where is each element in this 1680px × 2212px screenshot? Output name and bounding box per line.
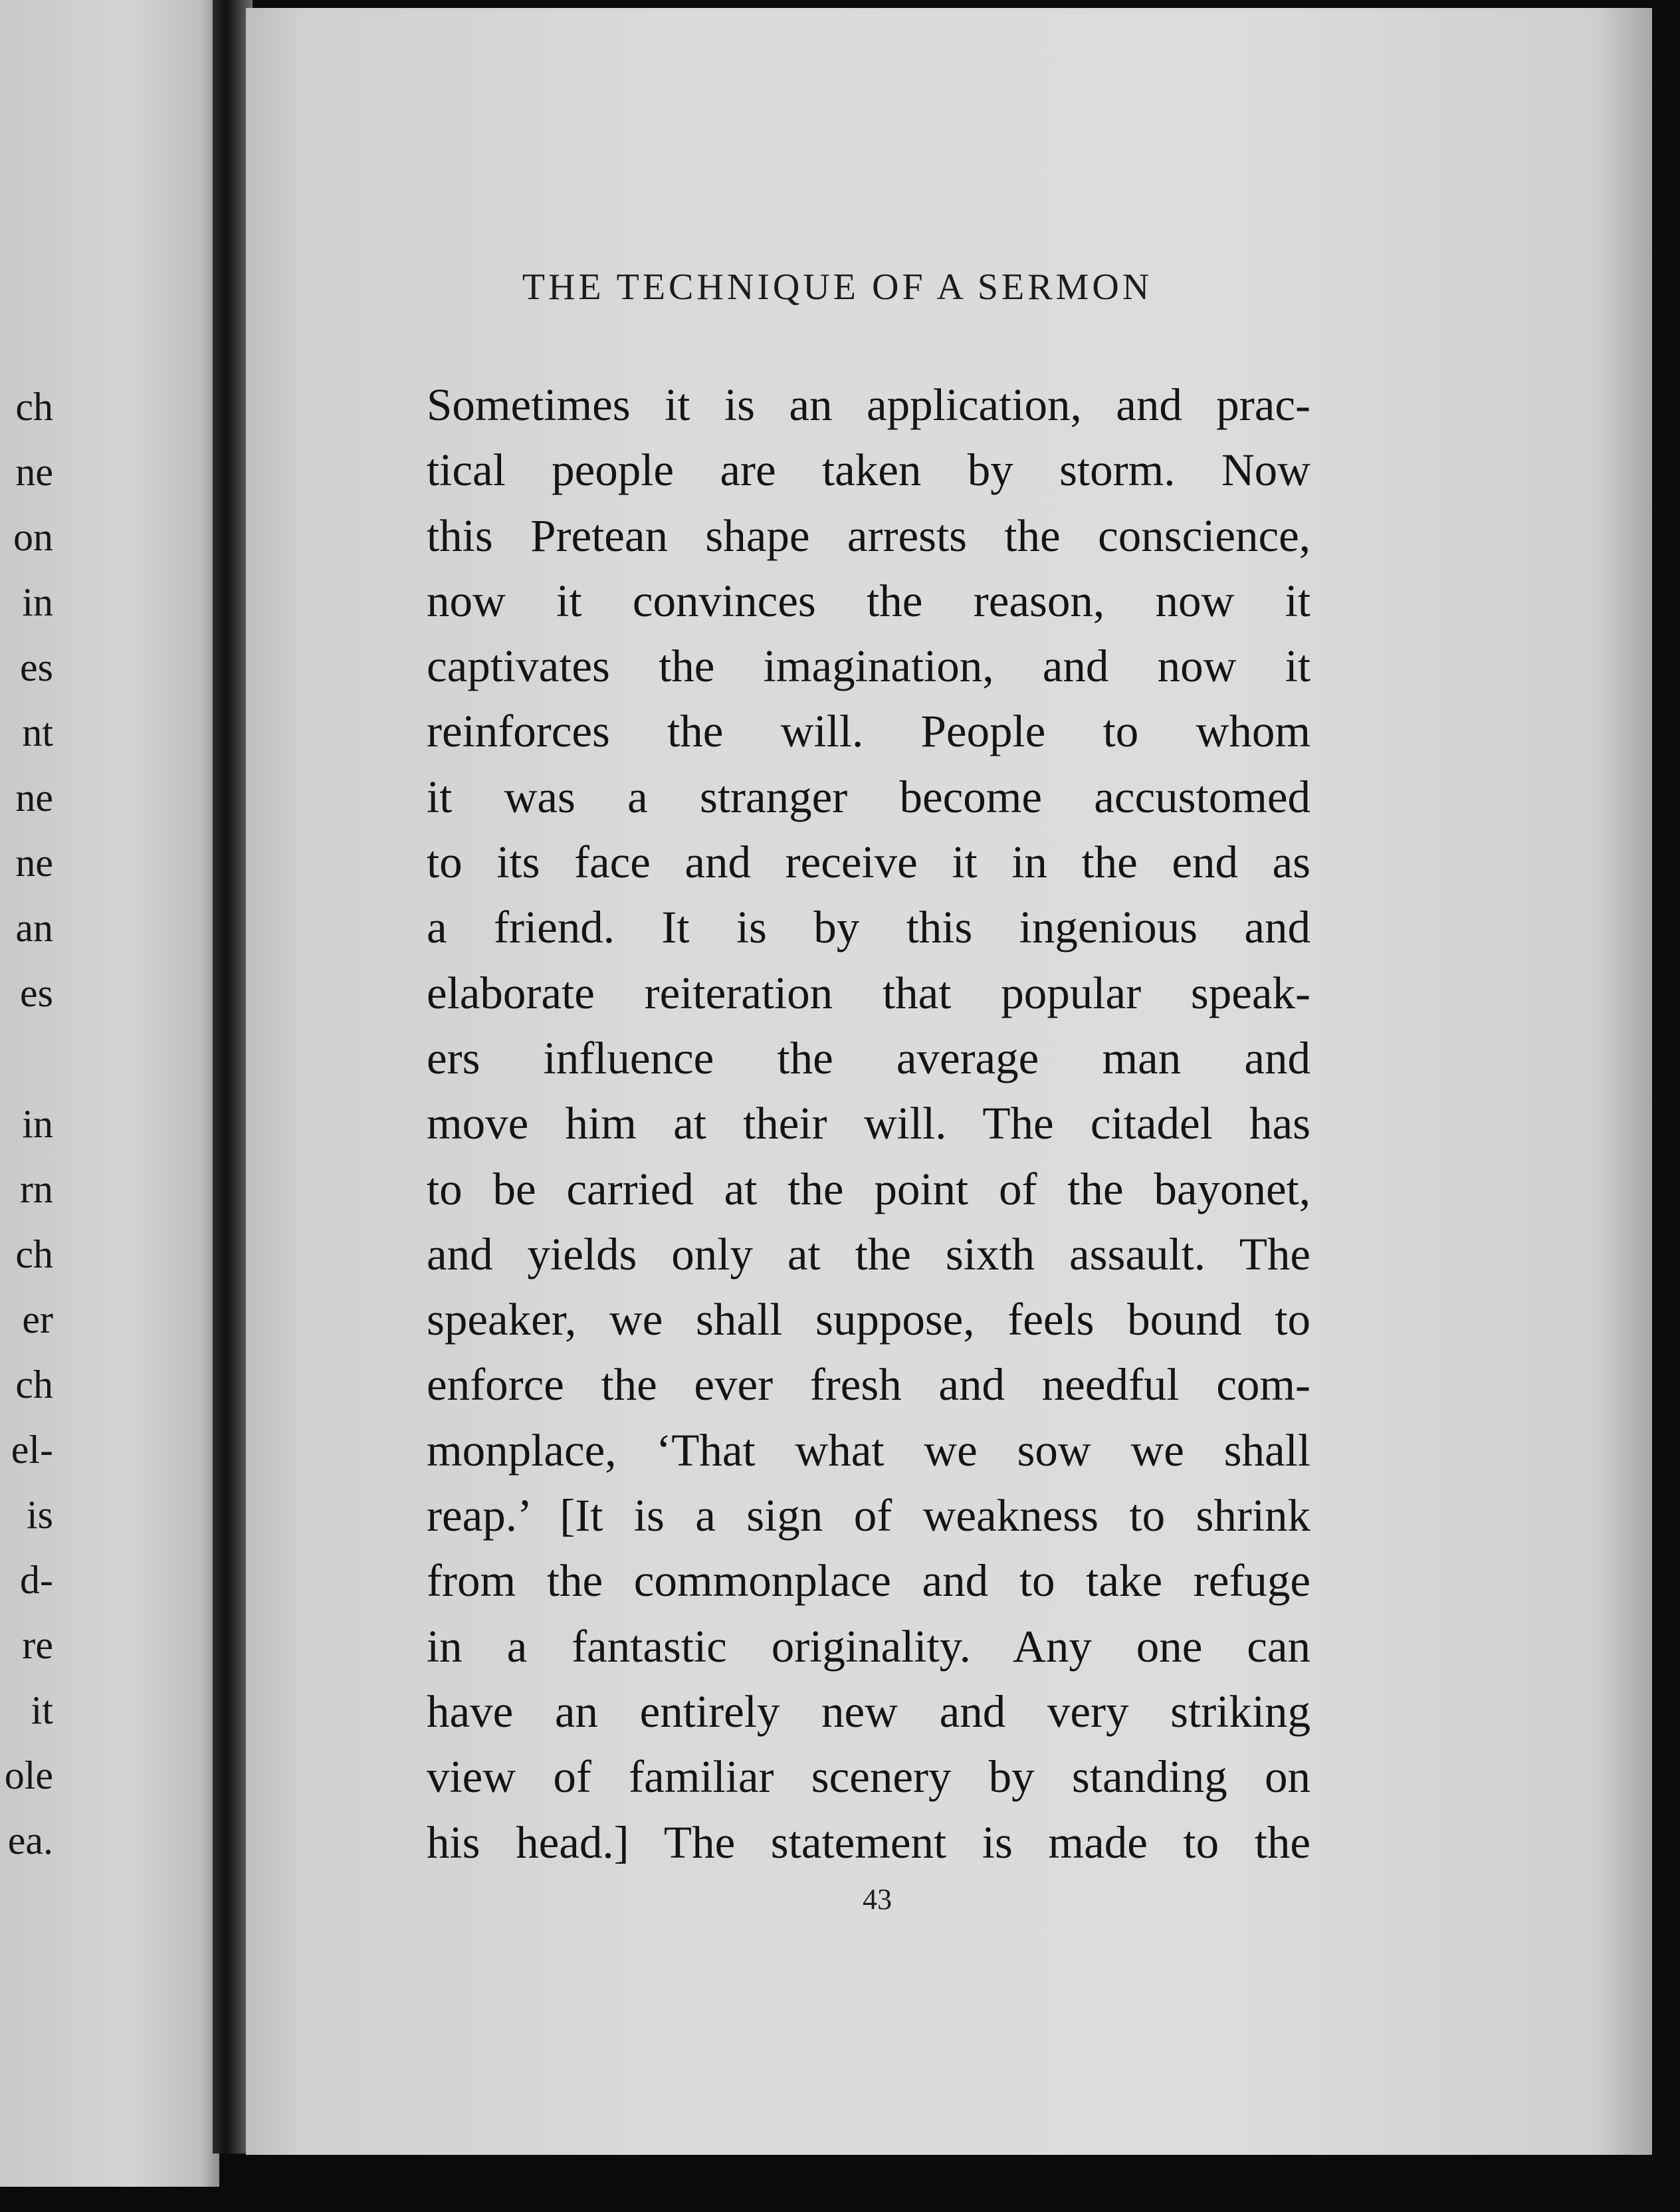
- previous-page-fragment: [0, 0, 219, 2187]
- text-line: elaborate reiteration that popular speak-: [427, 967, 1311, 1018]
- text-line: monplace, ‘That what we sow we shall: [427, 1424, 1311, 1476]
- left-fragment: ne: [15, 776, 53, 820]
- left-fragment: d-: [20, 1558, 53, 1602]
- left-fragment: ole: [4, 1753, 53, 1797]
- left-fragment: es: [20, 971, 53, 1015]
- text-line: to be carried at the point of the bayonet,: [427, 1163, 1311, 1214]
- left-fragment: ea.: [7, 1819, 53, 1862]
- page-number: 43: [863, 1883, 892, 1916]
- left-fragment: is: [26, 1493, 53, 1537]
- text-line: captivates the imagination, and now it: [427, 641, 1311, 692]
- text-line: move him at their will. The citadel has: [427, 1098, 1311, 1149]
- text-line: reinforces the will. People to whom: [427, 706, 1311, 757]
- text-line: from the commonplace and to take refuge: [427, 1555, 1311, 1606]
- left-fragment: re: [22, 1623, 53, 1667]
- text-line: have an entirely new and very striking: [427, 1686, 1311, 1737]
- left-fragment-group-1: [0, 374, 53, 1026]
- text-line: now it convinces the reason, now it: [427, 575, 1311, 626]
- left-fragment: it: [31, 1688, 53, 1732]
- text-line: speaker, we shall suppose, feels bound to: [427, 1294, 1311, 1345]
- left-fragment-group-2: [0, 1091, 53, 1873]
- left-fragment: ne: [15, 841, 53, 885]
- left-fragment: el-: [11, 1428, 53, 1472]
- text-line: enforce the ever fresh and needful com-: [427, 1359, 1311, 1410]
- text-line: view of familiar scenery by standing on: [427, 1751, 1311, 1803]
- text-line: his head.] The statement is made to the: [427, 1817, 1311, 1868]
- text-line: this Pretean shape arrests the conscience,: [427, 510, 1311, 561]
- left-fragment: ch: [15, 1363, 53, 1406]
- text-line: and yields only at the sixth assault. The: [427, 1228, 1311, 1279]
- left-fragment: an: [15, 906, 53, 950]
- text-line: reap.’ [It is a sign of weakness to shrink: [427, 1490, 1311, 1541]
- page-edge-shadow: [1652, 0, 1680, 2212]
- running-head: THE TECHNIQUE OF A SERMON: [522, 267, 1153, 308]
- left-fragment: ch: [15, 385, 53, 429]
- left-fragment: nt: [22, 711, 53, 754]
- left-fragment: er: [22, 1297, 53, 1341]
- left-fragment: in: [22, 1102, 53, 1146]
- text-line: a friend. It is by this ingenious and: [427, 902, 1311, 953]
- text-line: to its face and receive it in the end as: [427, 837, 1311, 888]
- left-fragment: ne: [15, 450, 53, 494]
- text-line: it was a stranger become accustomed: [427, 771, 1311, 822]
- text-line: tical people are taken by storm. Now: [427, 445, 1311, 496]
- body-paragraph: [427, 372, 1311, 1875]
- left-fragment: on: [13, 515, 53, 559]
- left-fragment: ch: [15, 1232, 53, 1276]
- left-fragment: in: [22, 580, 53, 624]
- text-line: ers influence the average man and: [427, 1032, 1311, 1083]
- left-fragment: rn: [20, 1167, 53, 1211]
- text-line: in a fantastic originality. Any one can: [427, 1620, 1311, 1672]
- text-line: Sometimes it is an application, and prac-: [427, 380, 1311, 430]
- left-fragment: es: [20, 645, 53, 689]
